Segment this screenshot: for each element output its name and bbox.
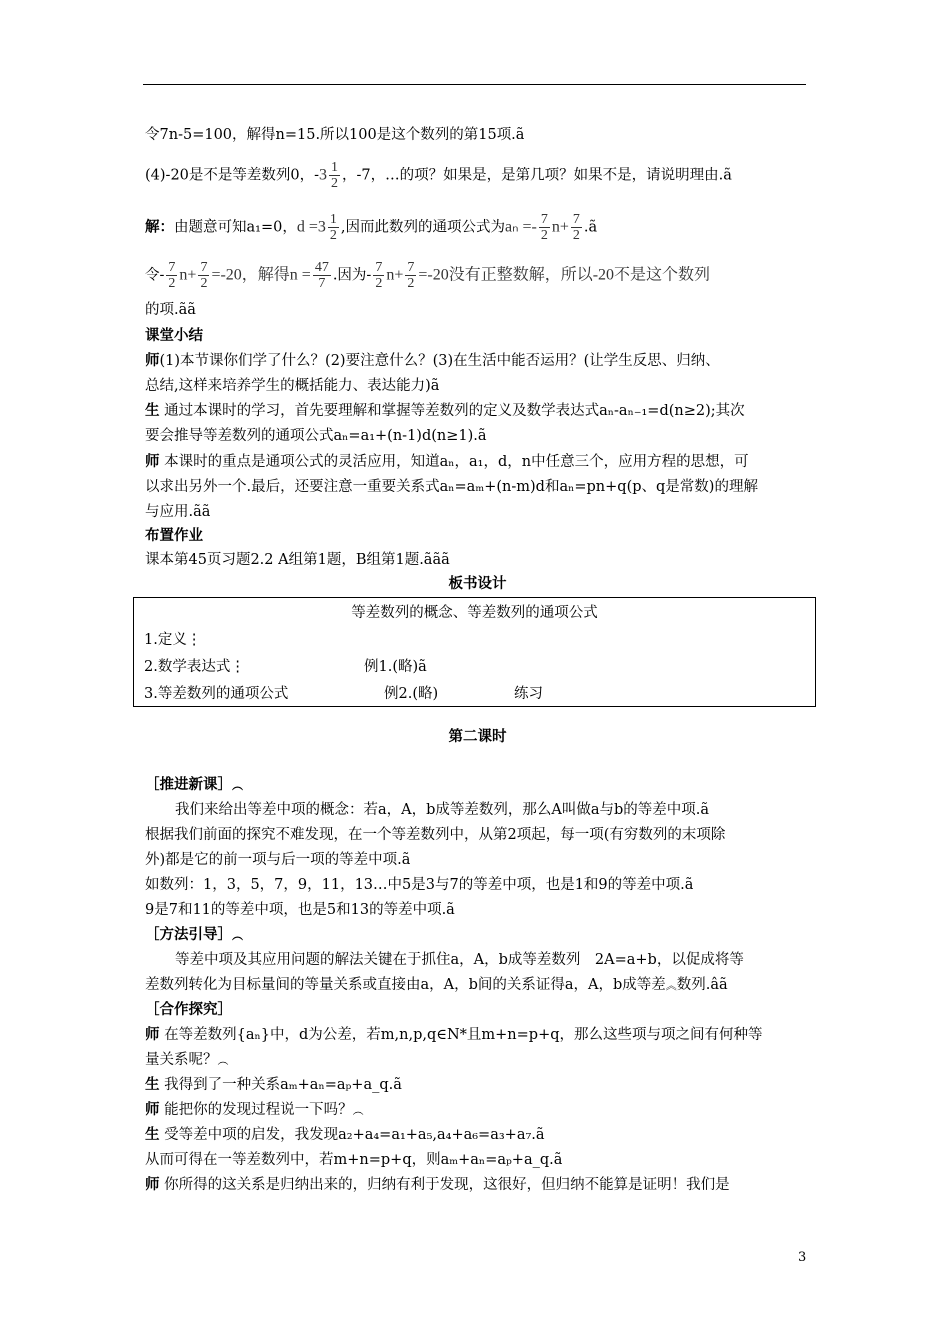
fraction: $\frac{7}{2}$ xyxy=(572,212,580,243)
text-line: 解：由题意可知a₁=0，d =3 $\frac{1}{2}$ ,因而此数列的通项公式为aₙ =- $\frac{7}{2}$ n+ $\frac{7}{2}$ .ã xyxy=(145,212,598,243)
text-line: 生 受等差中项的启发，我发现a₂+a₄=a₁+a₅,a₄+a₆=a₃+a₇.ã xyxy=(145,1126,545,1143)
table-cell: 3.等差数列的通项公式 xyxy=(144,686,289,702)
section-heading: 布置作业 xyxy=(145,527,203,544)
table-cell: 练习 xyxy=(514,686,543,702)
page-number: 3 xyxy=(798,1250,807,1265)
header-rule xyxy=(143,84,806,85)
fraction: $\frac{7}{2}$ xyxy=(540,212,548,243)
text-line: 从而可得在一等差数列中，若m+n=p+q，则aₘ+aₙ=aₚ+a_q.ã xyxy=(145,1152,563,1168)
text-line: 令- $\frac{7}{2}$ n+ $\frac{7}{2}$ =-20，解得n = $\frac{47}{7}$ .因为- $\frac{7}{2}$ n+ $\frac{7}{2}$ =-20没有正整数解，所以-20不是这个数列 xyxy=(145,260,711,291)
fraction: $\frac{47}{7}$ xyxy=(314,260,329,291)
paragraph-mark-icon: ︵ xyxy=(217,1054,229,1067)
text-line: 令7n-5=100，解得n=15.所以100是这个数列的第15项.ã xyxy=(145,127,525,143)
fraction: $\frac{7}{2}$ xyxy=(200,260,208,291)
text-line: 根据我们前面的探究不难发现，在一个等差数列中，从第2项起，每一项(有穷数列的末项除 xyxy=(145,827,726,843)
subsection-heading: ［推进新课］︵ xyxy=(145,776,243,793)
paragraph-mark-icon: ︽ xyxy=(665,979,677,992)
text-line: 以求出另外一个.最后，还要注意一重要关系式aₙ=aₘ+(n-m)d和aₙ=pn+q(p、q是常数)的理解 xyxy=(145,479,758,495)
table-row xyxy=(134,598,816,626)
text-line: 师(1)本节课你们学了什么？(2)要注意什么？(3)在生活中能否运用？(让学生反思、归纳、 xyxy=(145,352,720,369)
text-line: 量关系呢？︵ xyxy=(145,1052,229,1068)
table-cell: 2.数学表达式⋮ xyxy=(144,659,245,675)
table-row xyxy=(134,625,816,652)
text-line: 9是7和11的等差中项，也是5和13的等差中项.ã xyxy=(145,902,455,918)
text-line: 课本第45页习题2.2 A组第1题，B组第1题.ããã xyxy=(145,552,450,568)
text-line: 要会推导等差数列的通项公式aₙ=a₁+(n-1)d(n≥1).ã xyxy=(145,428,487,444)
paragraph-mark-icon: ︵ xyxy=(232,779,243,792)
text-line: 师 能把你的发现过程说一下吗？︵ xyxy=(145,1101,364,1118)
text-line: (4)-20是不是等差数列0，-3 $\frac{1}{2}$ ，-7，…的项？如果是，是第几项？如果不是，请说明理由.ã xyxy=(145,160,732,191)
fraction: $\frac{1}{2}$ xyxy=(329,212,337,243)
table-cell: 例1.(略)ã xyxy=(364,659,427,675)
table-row xyxy=(134,679,816,707)
text-line: 的项.ãã xyxy=(145,302,196,318)
fraction: $\frac{7}{2}$ xyxy=(407,260,415,291)
table-cell: 1.定义⋮ xyxy=(144,632,202,648)
subsection-heading: ［合作探究］ xyxy=(145,1001,232,1018)
fraction: $\frac{7}{2}$ xyxy=(375,260,383,291)
text-line: 与应用.ãã xyxy=(145,504,211,520)
table-cell: 例2.(略) xyxy=(384,686,439,702)
fraction: $\frac{7}{2}$ xyxy=(168,260,176,291)
text-line: 如数列：1，3，5，7，9，11，13…中5是3与7的等差中项，也是1和9的等差中项.ã xyxy=(145,877,694,893)
table-row xyxy=(134,652,816,679)
board-design-table xyxy=(133,597,816,707)
section-heading: 板书设计 xyxy=(448,575,507,592)
text-line: 总结,这样来培养学生的概括能力、表达能力)ã xyxy=(145,378,440,394)
section-heading: 课堂小结 xyxy=(145,327,203,344)
text-line: 外)都是它的前一项与后一项的等差中项.ã xyxy=(145,852,411,868)
subsection-heading: ［方法引导］︵ xyxy=(145,926,243,943)
table-cell: 等差数列的概念、等差数列的通项公式 xyxy=(351,605,598,621)
text-line: 师 在等差数列{aₙ}中，d为公差，若m,n,p,q∈N*且m+n=p+q，那么这些项与项之间有何种等 xyxy=(145,1026,763,1043)
text-line: 生 我得到了一种关系aₘ+aₙ=aₚ+a_q.ã xyxy=(145,1076,402,1093)
text-line: 生 通过本课时的学习，首先要理解和掌握等差数列的定义及数学表达式aₙ-aₙ₋₁=d(n≥2);其次 xyxy=(145,402,745,419)
text-line: 师 你所得的这关系是归纳出来的，归纳有利于发现，这很好，但归纳不能算是证明！我们是 xyxy=(145,1176,730,1193)
text-line: 我们来给出等差中项的概念：若a，A，b成等差数列，那么A叫做a与b的等差中项.ã xyxy=(175,802,710,818)
paragraph-mark-icon: ︵ xyxy=(232,929,243,942)
section-heading: 第二课时 xyxy=(448,728,507,745)
text-line: 差数列转化为目标量间的等量关系或直接由a，A，b间的关系证得a，A，b成等差︽数列.âã xyxy=(145,977,728,993)
fraction: $\frac{1}{2}$ xyxy=(331,160,339,191)
text-line: 师 本课时的重点是通项公式的灵活应用，知道aₙ，a₁，d，n中任意三个，应用方程的思想，可 xyxy=(145,453,749,470)
text-line: 等差中项及其应用问题的解法关键在于抓住a，A，b成等差数列 2A=a+b，以促成将等 xyxy=(175,952,744,968)
paragraph-mark-icon: ︵ xyxy=(352,1104,364,1117)
